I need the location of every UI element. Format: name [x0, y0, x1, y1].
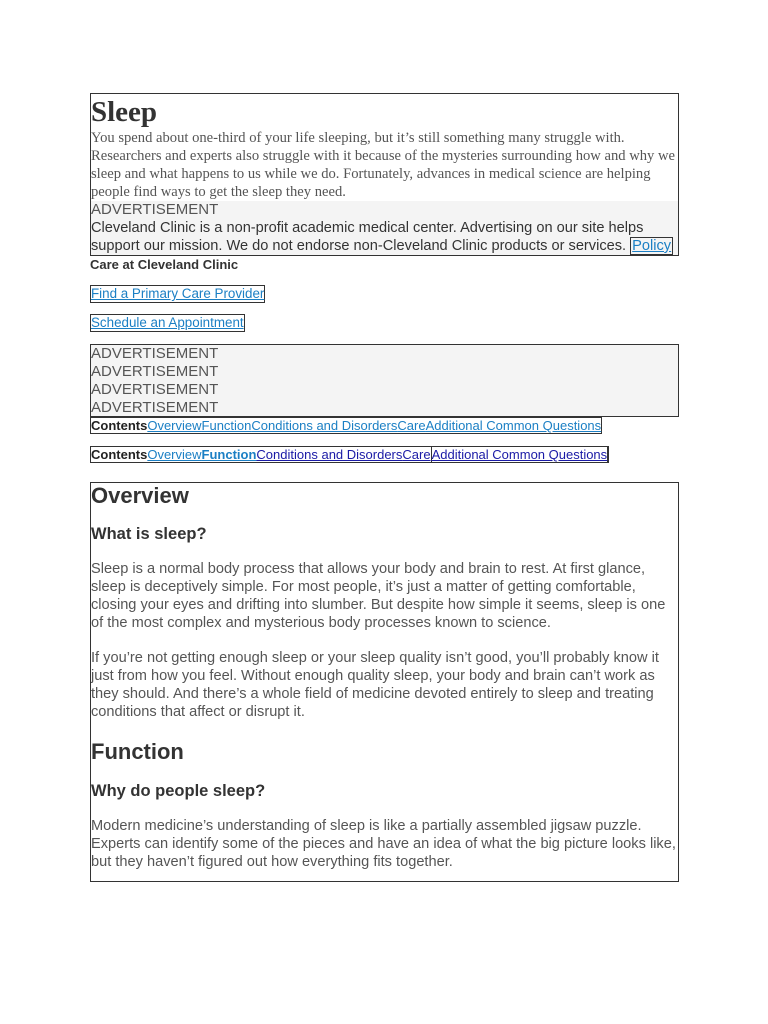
toc-item-function[interactable]: Function	[201, 447, 257, 462]
overview-subheading: What is sleep?	[91, 525, 207, 543]
toc-item-conditions-and-disorders[interactable]: Conditions and Disorders	[256, 447, 403, 462]
overview-paragraph: Sleep is a normal body process that allows your body and brain to rest. At first glance, sleep is deceptively simple. For most people, it’s just a matter of getting comfortable, closing your eyes and drifting into slumber. But despite how simple it seems, sleep is one of the most complex and mysterious body processes known to science.	[91, 561, 666, 631]
toc-item-additional-common-questions[interactable]: Additional Common Questions	[431, 447, 608, 462]
advertisement-notice	[91, 201, 678, 255]
advertisement-slot: ADVERTISEMENT	[91, 399, 219, 416]
overview-heading: Overview	[91, 483, 189, 508]
page-content	[90, 93, 679, 882]
table-of-contents	[90, 417, 602, 434]
advertisement-label: ADVERTISEMENT	[91, 201, 219, 218]
care-heading: Care at Cleveland Clinic	[90, 257, 239, 272]
advertisement-disclaimer-text: Cleveland Clinic is a non-profit academic medical center. Advertising on our site helps support our mission. We do not endorse non-Cleveland Clinic products or services.	[91, 220, 644, 254]
toc-item-care[interactable]: Care	[397, 418, 426, 433]
page-title: Sleep	[91, 96, 158, 128]
advertisement-stack	[90, 344, 679, 417]
toc-item-overview[interactable]: Overview	[147, 418, 202, 433]
hero-intro: You spend about one-third of your life sleeping, but it’s still something many struggle with. Researchers and experts also struggle with it because of the mysteries surrounding how and why we sleep and what happens to us while we do. Fortunately, advances in medical science are helping people find ways to get the sleep they need.	[91, 130, 675, 200]
sticky-table-of-contents	[90, 446, 609, 463]
toc-item-conditions-and-disorders[interactable]: Conditions and Disorders	[251, 418, 398, 433]
toc-title: Contents	[91, 447, 148, 462]
toc-item-additional-common-questions[interactable]: Additional Common Questions	[425, 418, 602, 433]
function-paragraph: Modern medicine’s understanding of sleep is like a partially assembled jigsaw puzzle. Experts can identify some of the pieces and have an idea of what the big picture looks like, but they haven’t figured out how everything fits together.	[91, 818, 676, 870]
advertisement-disclaimer	[91, 219, 678, 255]
toc-title: Contents	[91, 418, 148, 433]
hero-section	[90, 93, 679, 256]
advertisement-slot: ADVERTISEMENT	[91, 345, 219, 362]
overview-paragraph: If you’re not getting enough sleep or your sleep quality isn’t good, you’ll probably know it just from how you feel. Without enough quality sleep, your body and brain can’t work as they should. And there’s a whole field of medicine devoted entirely to sleep and treating conditions that affect or disrupt it.	[91, 650, 659, 720]
policy-link[interactable]: Policy	[632, 238, 672, 254]
article-body	[90, 482, 679, 882]
toc-item-care[interactable]: Care	[402, 447, 431, 462]
toc-item-function[interactable]: Function	[201, 418, 252, 433]
function-heading: Function	[91, 739, 184, 764]
advertisement-slot: ADVERTISEMENT	[91, 381, 219, 398]
advertisement-slot: ADVERTISEMENT	[91, 363, 219, 380]
toc-item-overview[interactable]: Overview	[147, 447, 202, 462]
schedule-appointment-link[interactable]: Schedule an Appointment	[91, 315, 244, 330]
find-primary-care-provider-link[interactable]: Find a Primary Care Provider	[91, 286, 265, 301]
function-subheading: Why do people sleep?	[91, 782, 266, 800]
